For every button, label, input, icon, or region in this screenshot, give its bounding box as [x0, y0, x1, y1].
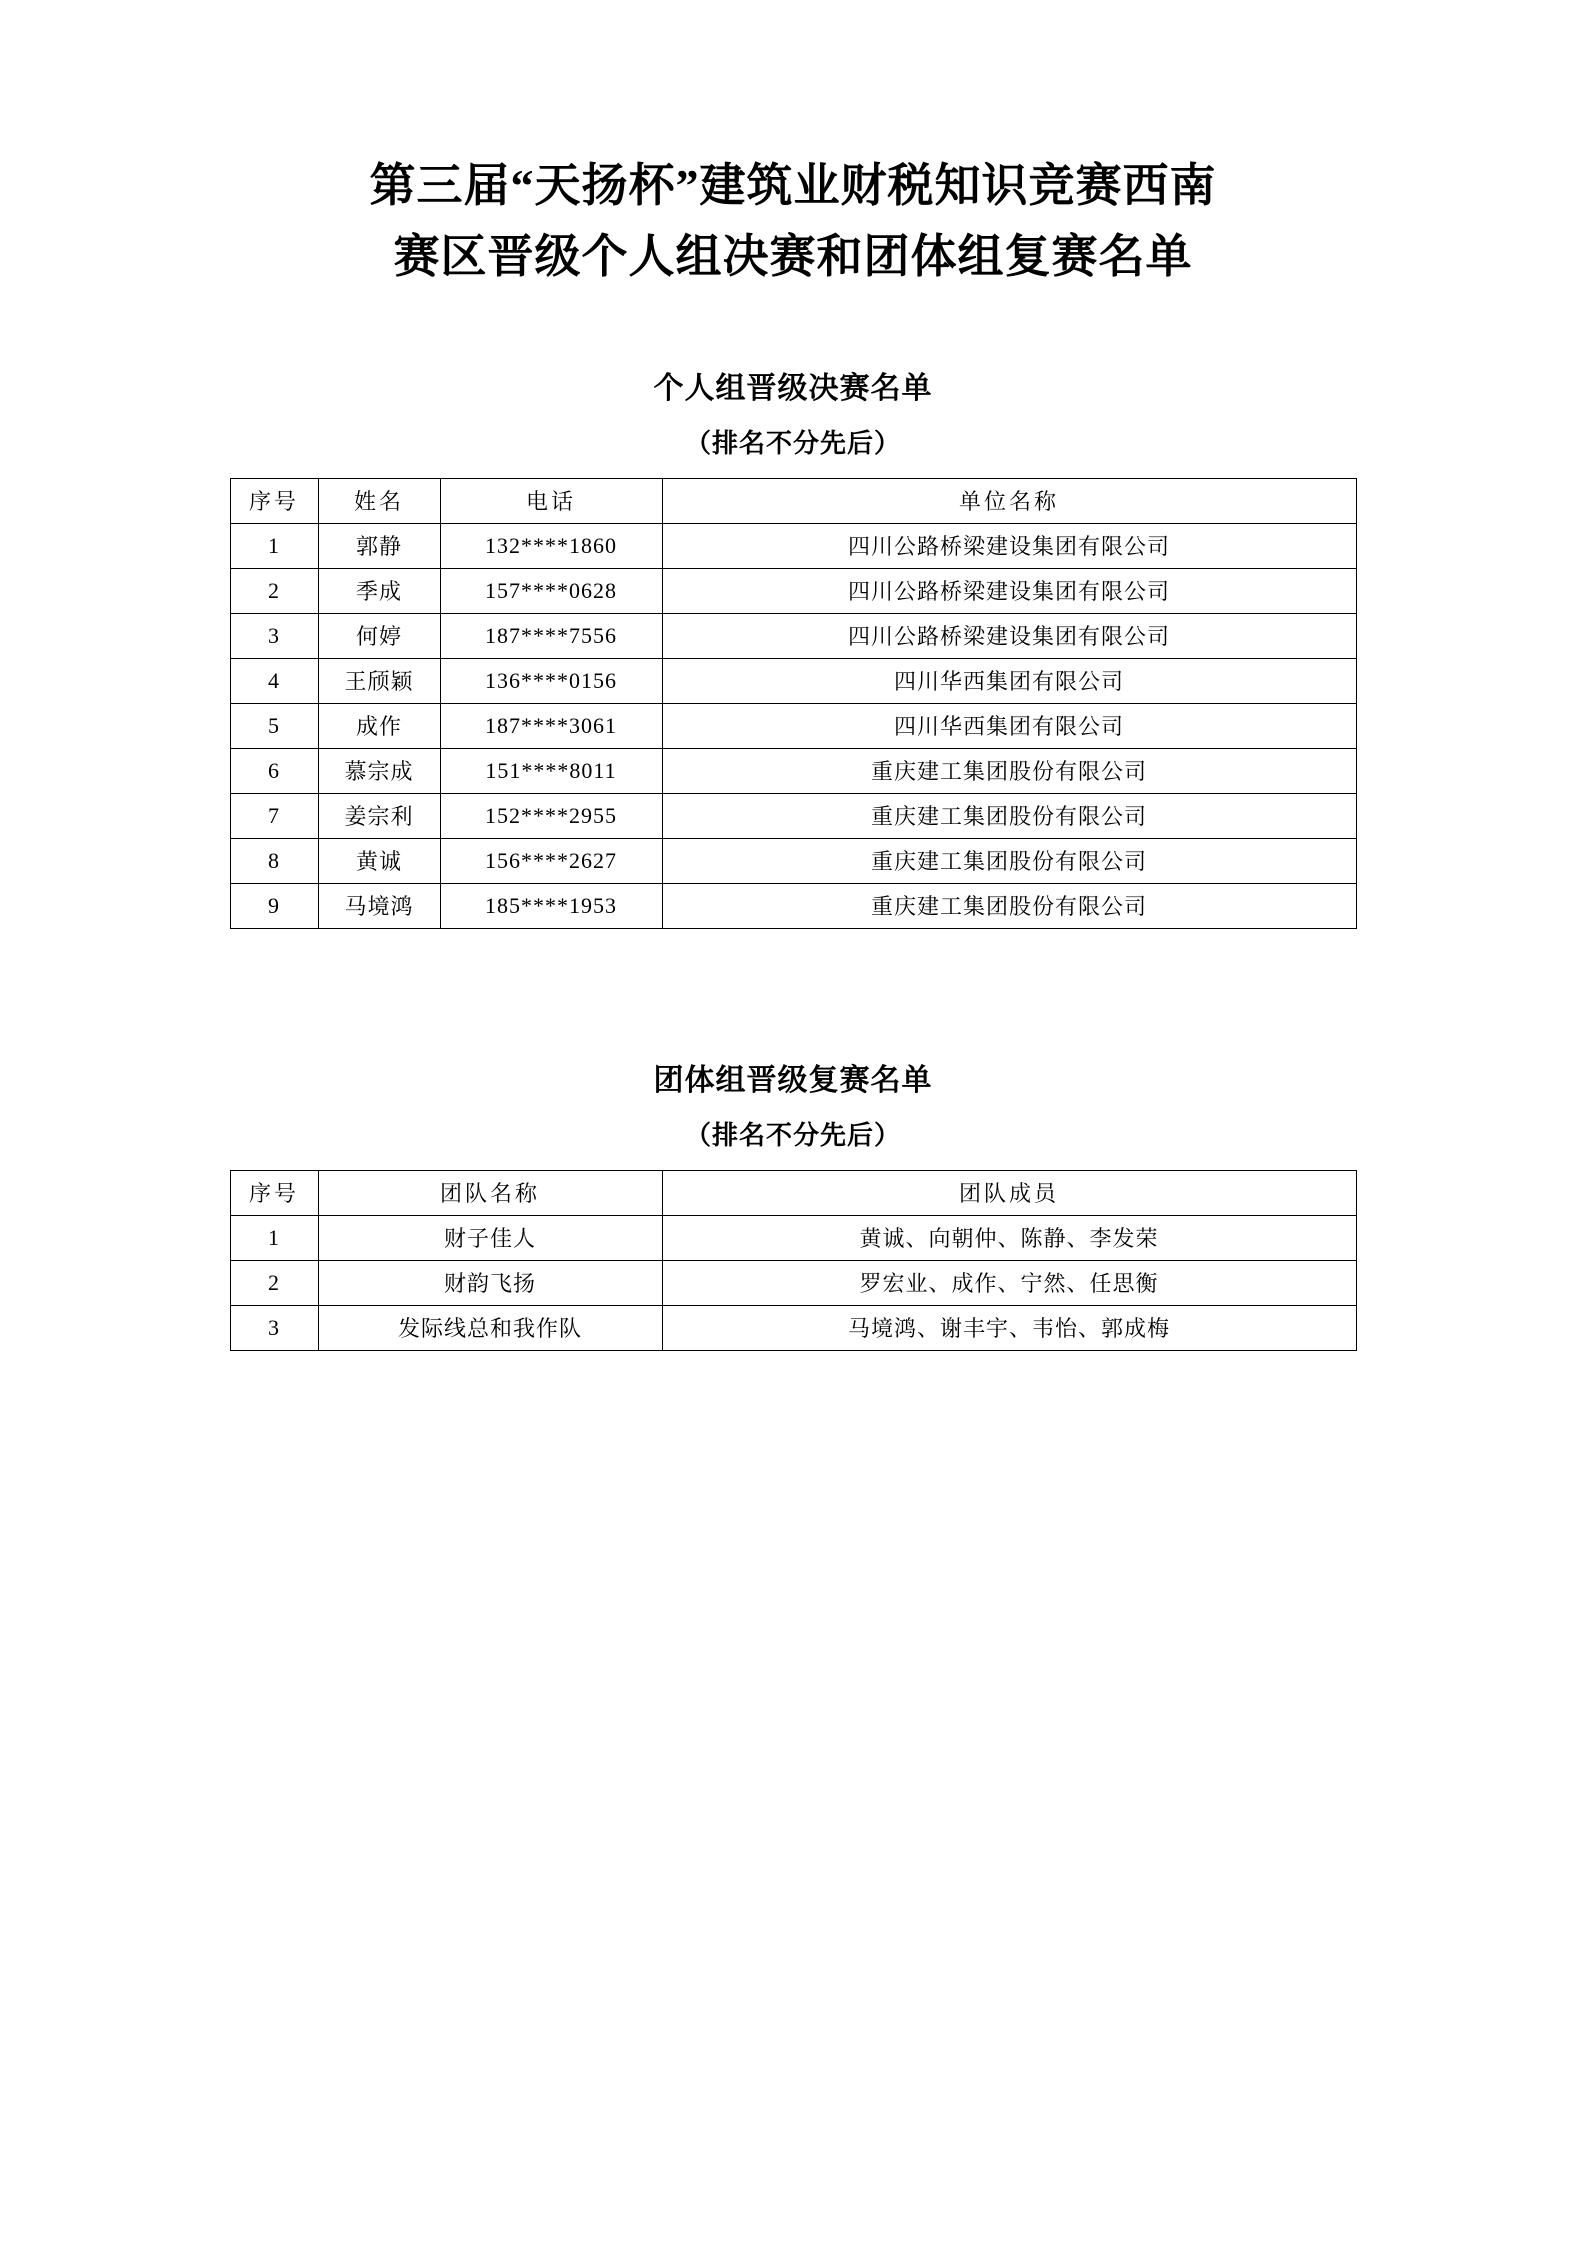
- cell-no: 1: [230, 1215, 318, 1260]
- cell-phone: 185****1953: [440, 883, 662, 928]
- table-row: [230, 613, 1356, 658]
- table-row: [230, 748, 1356, 793]
- table-row: [230, 1260, 1356, 1305]
- cell-name: 郭静: [318, 523, 440, 568]
- cell-company: 四川公路桥梁建设集团有限公司: [662, 568, 1356, 613]
- cell-no: 3: [230, 613, 318, 658]
- table-header-row: [230, 478, 1356, 523]
- cell-company: 重庆建工集团股份有限公司: [662, 748, 1356, 793]
- cell-no: 5: [230, 703, 318, 748]
- column-header-no: 序号: [230, 1170, 318, 1215]
- table-row: [230, 703, 1356, 748]
- cell-team-members: 马境鸿、谢丰宇、韦怡、郭成梅: [662, 1305, 1356, 1350]
- cell-company: 四川公路桥梁建设集团有限公司: [662, 613, 1356, 658]
- cell-name: 成作: [318, 703, 440, 748]
- individual-section-subheading: （排名不分先后）: [684, 428, 901, 458]
- cell-company: 重庆建工集团股份有限公司: [662, 838, 1356, 883]
- column-header-team-members: 团队成员: [662, 1170, 1356, 1215]
- page-title-line-1: 第三届“天扬杯”建筑业财税知识竞赛西南: [369, 160, 1217, 211]
- cell-company: 重庆建工集团股份有限公司: [662, 793, 1356, 838]
- section-spacer: [215, 929, 1371, 985]
- cell-no: 4: [230, 658, 318, 703]
- cell-phone: 187****3061: [440, 703, 662, 748]
- cell-name: 慕宗成: [318, 748, 440, 793]
- cell-phone: 152****2955: [440, 793, 662, 838]
- cell-name: 黄诚: [318, 838, 440, 883]
- table-row: [230, 523, 1356, 568]
- cell-company: 四川公路桥梁建设集团有限公司: [662, 523, 1356, 568]
- column-header-phone: 电话: [440, 478, 662, 523]
- team-section-heading: 团体组晋级复赛名单: [653, 1063, 933, 1097]
- cell-team-name: 发际线总和我作队: [318, 1305, 662, 1350]
- table-row: [230, 883, 1356, 928]
- cell-company: 四川华西集团有限公司: [662, 658, 1356, 703]
- team-list-table: [230, 1170, 1357, 1351]
- column-header-no: 序号: [230, 478, 318, 523]
- cell-company: 四川华西集团有限公司: [662, 703, 1356, 748]
- table-row: [230, 838, 1356, 883]
- cell-team-members: 罗宏业、成作、宁然、任思衡: [662, 1260, 1356, 1305]
- cell-name: 姜宗利: [318, 793, 440, 838]
- column-header-name: 姓名: [318, 478, 440, 523]
- cell-company: 重庆建工集团股份有限公司: [662, 883, 1356, 928]
- cell-no: 7: [230, 793, 318, 838]
- cell-name: 何婷: [318, 613, 440, 658]
- cell-no: 2: [230, 568, 318, 613]
- cell-no: 3: [230, 1305, 318, 1350]
- table-header-row: [230, 1170, 1356, 1215]
- page-title: [263, 150, 1323, 293]
- page-title-line-2: 赛区晋级个人组决赛和团体组复赛名单: [393, 231, 1193, 283]
- column-header-team-name: 团队名称: [318, 1170, 662, 1215]
- cell-no: 8: [230, 838, 318, 883]
- cell-team-name: 财韵飞扬: [318, 1260, 662, 1305]
- cell-name: 王颀颖: [318, 658, 440, 703]
- table-row: [230, 1305, 1356, 1350]
- cell-phone: 136****0156: [440, 658, 662, 703]
- cell-name: 季成: [318, 568, 440, 613]
- table-row: [230, 793, 1356, 838]
- column-header-company: 单位名称: [662, 478, 1356, 523]
- table-row: [230, 658, 1356, 703]
- cell-team-members: 黄诚、向朝仲、陈静、李发荣: [662, 1215, 1356, 1260]
- table-row: [230, 1215, 1356, 1260]
- cell-phone: 151****8011: [440, 748, 662, 793]
- individual-section-heading: 个人组晋级决赛名单: [653, 371, 933, 405]
- team-section-subheading: （排名不分先后）: [684, 1120, 901, 1150]
- cell-phone: 157****0628: [440, 568, 662, 613]
- individual-list-table: [230, 478, 1357, 929]
- cell-no: 6: [230, 748, 318, 793]
- table-row: [230, 568, 1356, 613]
- cell-no: 2: [230, 1260, 318, 1305]
- cell-phone: 187****7556: [440, 613, 662, 658]
- cell-team-name: 财子佳人: [318, 1215, 662, 1260]
- cell-phone: 132****1860: [440, 523, 662, 568]
- cell-name: 马境鸿: [318, 883, 440, 928]
- cell-no: 1: [230, 523, 318, 568]
- cell-no: 9: [230, 883, 318, 928]
- cell-phone: 156****2627: [440, 838, 662, 883]
